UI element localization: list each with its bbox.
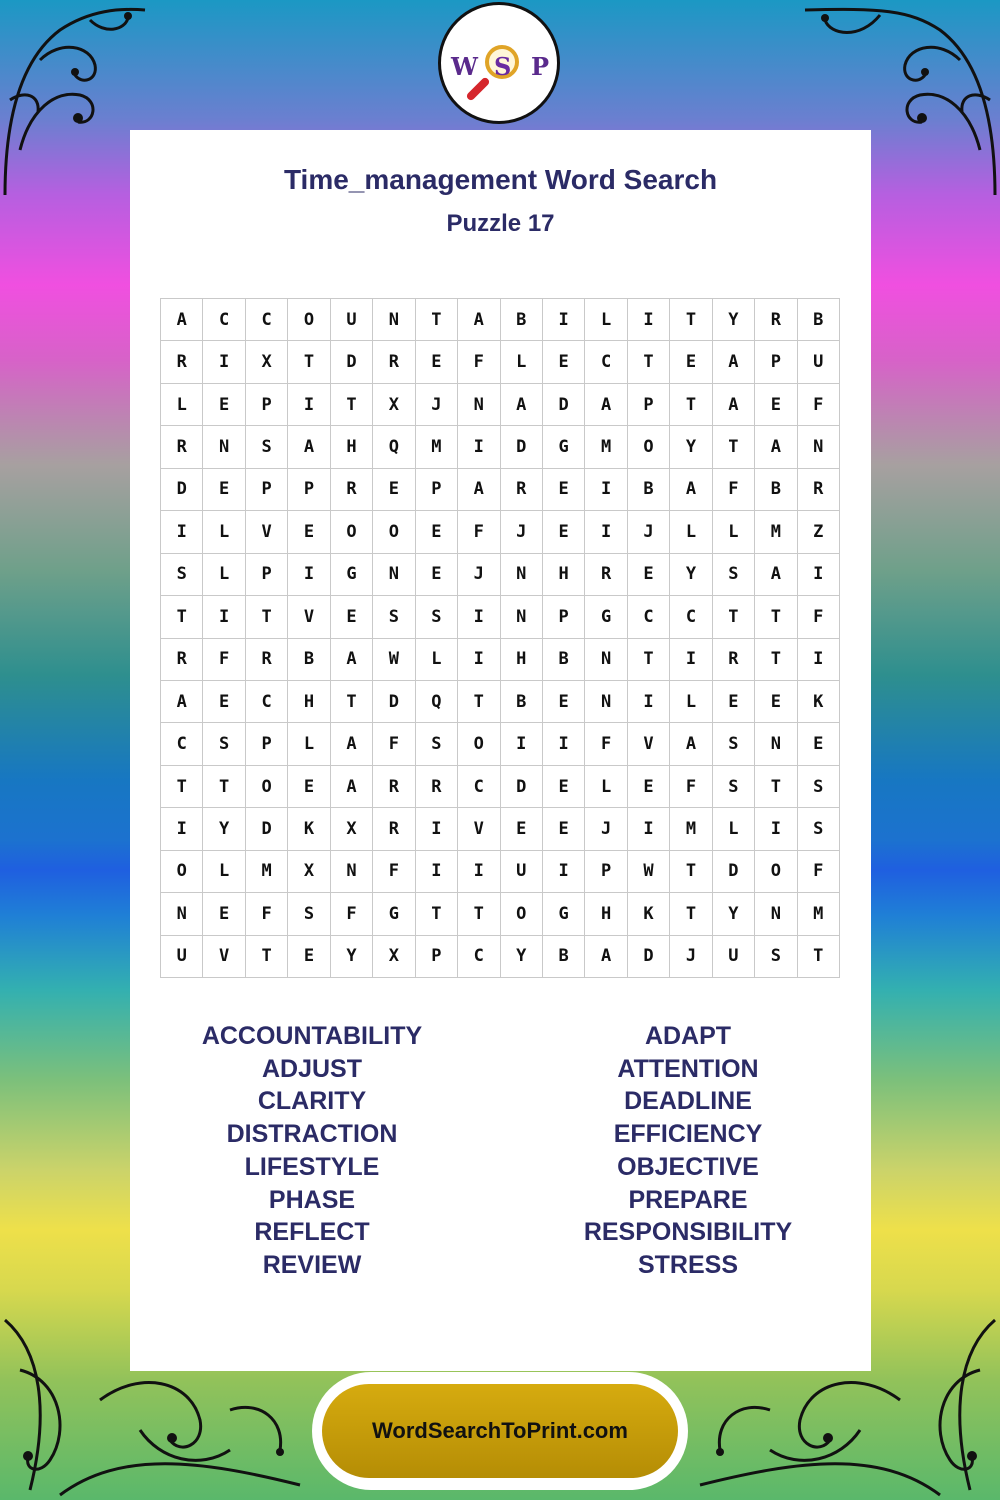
grid-cell[interactable]: V [288, 596, 330, 638]
grid-cell[interactable]: R [713, 639, 755, 681]
grid-cell[interactable]: U [331, 299, 373, 341]
grid-cell[interactable]: F [246, 893, 288, 935]
grid-cell[interactable]: I [458, 851, 500, 893]
grid-cell[interactable]: B [543, 639, 585, 681]
grid-cell[interactable]: U [798, 341, 840, 383]
grid-cell[interactable]: L [288, 723, 330, 765]
grid-cell[interactable]: P [543, 596, 585, 638]
grid-cell[interactable]: V [458, 808, 500, 850]
grid-cell[interactable]: I [458, 426, 500, 468]
grid-cell[interactable]: S [713, 723, 755, 765]
grid-cell[interactable]: I [543, 299, 585, 341]
grid-cell[interactable]: I [585, 469, 627, 511]
grid-cell[interactable]: I [755, 808, 797, 850]
grid-cell[interactable]: M [798, 893, 840, 935]
grid-cell[interactable]: I [288, 384, 330, 426]
word-list-item: PREPARE [628, 1185, 748, 1214]
grid-cell[interactable]: Q [373, 426, 415, 468]
word-list-item: CLARITY [257, 1087, 367, 1116]
grid-cell[interactable]: B [755, 469, 797, 511]
grid-cell[interactable]: T [755, 596, 797, 638]
grid-cell[interactable]: A [713, 341, 755, 383]
grid-cell[interactable]: I [458, 596, 500, 638]
grid-cell[interactable]: G [585, 596, 627, 638]
grid-cell[interactable]: A [331, 723, 373, 765]
grid-cell[interactable]: M [670, 808, 712, 850]
grid-cell[interactable]: F [798, 384, 840, 426]
grid-cell[interactable]: K [798, 681, 840, 723]
grid-cell[interactable]: I [585, 511, 627, 553]
grid-cell[interactable]: N [501, 596, 543, 638]
grid-cell[interactable]: R [373, 766, 415, 808]
grid-cell[interactable]: I [628, 681, 670, 723]
grid-cell[interactable]: K [628, 893, 670, 935]
grid-cell[interactable]: Q [416, 681, 458, 723]
grid-cell[interactable]: J [628, 511, 670, 553]
grid-cell[interactable]: T [246, 936, 288, 978]
grid-cell[interactable]: T [628, 639, 670, 681]
word-list-item: ADAPT [644, 1022, 732, 1050]
grid-cell[interactable]: E [288, 936, 330, 978]
grid-cell[interactable]: E [203, 384, 245, 426]
footer-ring [312, 1372, 688, 1490]
grid-cell[interactable]: L [585, 299, 627, 341]
puzzle-subtitle: Puzzle 17 [446, 210, 555, 237]
grid-cell[interactable]: T [288, 341, 330, 383]
grid-cell[interactable]: S [161, 554, 203, 596]
grid-cell[interactable]: A [458, 469, 500, 511]
grid-cell[interactable]: S [203, 723, 245, 765]
grid-cell[interactable]: T [755, 639, 797, 681]
grid-cell[interactable]: R [585, 554, 627, 596]
word-list-item: ADJUST [261, 1054, 362, 1083]
grid-cell[interactable]: P [416, 469, 458, 511]
grid-cell[interactable]: H [288, 681, 330, 723]
grid-cell[interactable]: J [670, 936, 712, 978]
grid-cell[interactable]: T [458, 681, 500, 723]
grid-cell[interactable]: P [246, 723, 288, 765]
word-list-item: STRESS [637, 1250, 739, 1279]
grid-cell[interactable]: W [628, 851, 670, 893]
grid-cell[interactable]: L [501, 341, 543, 383]
grid-cell[interactable]: L [416, 639, 458, 681]
grid-cell[interactable]: I [543, 723, 585, 765]
grid-cell[interactable]: H [331, 426, 373, 468]
grid-cell[interactable]: E [373, 469, 415, 511]
grid-cell[interactable]: E [798, 723, 840, 765]
grid-cell[interactable]: B [628, 469, 670, 511]
grid-cell[interactable]: G [543, 426, 585, 468]
grid-cell[interactable]: G [373, 893, 415, 935]
grid-cell[interactable]: Y [713, 893, 755, 935]
grid-cell[interactable]: Y [713, 299, 755, 341]
grid-cell[interactable]: B [501, 299, 543, 341]
grid-cell[interactable]: T [670, 299, 712, 341]
grid-cell[interactable]: F [713, 469, 755, 511]
grid-cell[interactable]: L [670, 681, 712, 723]
grid-cell[interactable]: I [416, 808, 458, 850]
grid-cell[interactable]: R [246, 639, 288, 681]
grid-cell[interactable]: E [713, 681, 755, 723]
grid-cell[interactable]: N [585, 639, 627, 681]
logo-letter-w: W [451, 52, 478, 81]
grid-cell[interactable]: A [755, 426, 797, 468]
grid-cell[interactable]: N [458, 384, 500, 426]
grid-cell[interactable]: S [416, 723, 458, 765]
word-list-item: DEADLINE [624, 1087, 752, 1116]
grid-cell[interactable]: A [585, 936, 627, 978]
site-logo[interactable] [438, 2, 560, 124]
grid-cell[interactable]: E [203, 681, 245, 723]
grid-cell[interactable]: E [628, 554, 670, 596]
grid-cell[interactable]: D [373, 681, 415, 723]
grid-cell[interactable]: T [458, 893, 500, 935]
grid-cell[interactable]: X [288, 851, 330, 893]
word-list-item: REVIEW [262, 1250, 362, 1279]
grid-cell[interactable]: I [161, 808, 203, 850]
grid-cell[interactable]: R [755, 299, 797, 341]
grid-cell[interactable]: U [161, 936, 203, 978]
word-list-item: PHASE [268, 1185, 356, 1214]
grid-cell[interactable]: I [458, 639, 500, 681]
grid-cell[interactable]: T [331, 681, 373, 723]
grid-cell[interactable]: R [161, 426, 203, 468]
grid-cell[interactable]: L [203, 511, 245, 553]
letter-grid [160, 298, 840, 978]
grid-cell[interactable]: N [373, 299, 415, 341]
grid-cell[interactable]: T [416, 299, 458, 341]
grid-cell[interactable]: F [458, 511, 500, 553]
grid-cell[interactable]: F [585, 723, 627, 765]
grid-cell[interactable]: X [373, 384, 415, 426]
grid-cell[interactable]: I [628, 299, 670, 341]
grid-cell[interactable]: N [755, 723, 797, 765]
word-list-left [132, 1020, 492, 1282]
grid-cell[interactable]: A [501, 384, 543, 426]
grid-cell[interactable]: C [203, 299, 245, 341]
grid-cell[interactable]: F [373, 851, 415, 893]
grid-cell[interactable]: T [670, 384, 712, 426]
grid-cell[interactable]: B [501, 681, 543, 723]
grid-cell[interactable]: C [161, 723, 203, 765]
grid-cell[interactable]: Y [670, 554, 712, 596]
grid-cell[interactable]: N [161, 893, 203, 935]
grid-cell[interactable]: A [331, 639, 373, 681]
grid-cell[interactable]: I [203, 596, 245, 638]
grid-cell[interactable]: I [161, 511, 203, 553]
grid-cell[interactable]: J [416, 384, 458, 426]
word-list-item: EFFICIENCY [613, 1120, 763, 1149]
grid-cell[interactable]: A [585, 384, 627, 426]
grid-cell[interactable]: U [501, 851, 543, 893]
grid-cell[interactable]: H [585, 893, 627, 935]
grid-cell[interactable]: A [288, 426, 330, 468]
grid-cell[interactable]: C [458, 936, 500, 978]
grid-cell[interactable]: B [543, 936, 585, 978]
grid-cell[interactable]: E [416, 511, 458, 553]
grid-cell[interactable]: E [288, 511, 330, 553]
grid-cell[interactable]: V [203, 936, 245, 978]
grid-cell[interactable]: O [458, 723, 500, 765]
grid-cell[interactable]: E [543, 808, 585, 850]
grid-cell[interactable]: G [543, 893, 585, 935]
grid-cell[interactable]: R [161, 341, 203, 383]
grid-cell[interactable]: B [288, 639, 330, 681]
word-list-item: DISTRACTION [226, 1120, 398, 1149]
grid-cell[interactable]: S [246, 426, 288, 468]
grid-cell[interactable]: O [288, 299, 330, 341]
grid-cell[interactable]: Y [670, 426, 712, 468]
grid-cell[interactable]: E [543, 511, 585, 553]
grid-cell[interactable]: O [628, 426, 670, 468]
grid-cell[interactable]: C [458, 766, 500, 808]
grid-cell[interactable]: T [670, 893, 712, 935]
grid-cell[interactable]: S [373, 596, 415, 638]
grid-cell[interactable]: T [203, 766, 245, 808]
grid-cell[interactable]: V [628, 723, 670, 765]
grid-cell[interactable]: I [543, 851, 585, 893]
puzzle-title: Time_management Word Search [283, 164, 718, 195]
grid-cell[interactable]: A [331, 766, 373, 808]
grid-cell[interactable]: R [501, 469, 543, 511]
grid-cell[interactable]: C [246, 681, 288, 723]
grid-cell[interactable]: I [798, 639, 840, 681]
grid-cell[interactable]: I [670, 639, 712, 681]
grid-cell[interactable]: O [331, 511, 373, 553]
grid-cell[interactable]: M [755, 511, 797, 553]
grid-cell[interactable]: P [288, 469, 330, 511]
grid-cell[interactable]: J [501, 511, 543, 553]
grid-cell[interactable]: T [798, 936, 840, 978]
grid-cell[interactable]: T [416, 893, 458, 935]
grid-cell[interactable]: E [755, 384, 797, 426]
grid-cell[interactable]: W [373, 639, 415, 681]
grid-cell[interactable]: E [416, 341, 458, 383]
grid-cell[interactable]: I [416, 851, 458, 893]
puzzle-panel [130, 130, 871, 1371]
grid-cell[interactable]: Y [501, 936, 543, 978]
grid-cell[interactable]: A [670, 723, 712, 765]
grid-cell[interactable]: A [161, 681, 203, 723]
word-list-item: ATTENTION [617, 1054, 759, 1083]
grid-cell[interactable]: L [585, 766, 627, 808]
grid-cell[interactable]: N [501, 554, 543, 596]
grid-cell[interactable]: B [798, 299, 840, 341]
grid-cell[interactable]: C [628, 596, 670, 638]
grid-cell[interactable]: D [628, 936, 670, 978]
grid-cell[interactable]: S [416, 596, 458, 638]
grid-cell[interactable]: Y [331, 936, 373, 978]
grid-cell[interactable]: R [416, 766, 458, 808]
grid-cell[interactable]: E [288, 766, 330, 808]
grid-cell[interactable]: F [798, 596, 840, 638]
grid-cell[interactable]: R [331, 469, 373, 511]
word-list-item: ACCOUNTABILITY [201, 1022, 423, 1050]
grid-cell[interactable]: X [373, 936, 415, 978]
grid-cell[interactable]: D [501, 766, 543, 808]
grid-cell[interactable]: X [331, 808, 373, 850]
site-link-button[interactable]: WordSearchToPrint.com [322, 1384, 678, 1478]
grid-cell[interactable]: N [373, 554, 415, 596]
grid-cell[interactable]: F [373, 723, 415, 765]
grid-cell[interactable]: C [670, 596, 712, 638]
grid-cell[interactable]: O [161, 851, 203, 893]
grid-cell[interactable]: R [798, 469, 840, 511]
logo-letter-s: S [494, 52, 512, 81]
grid-cell[interactable]: T [246, 596, 288, 638]
grid-cell[interactable]: J [585, 808, 627, 850]
grid-cell[interactable]: P [246, 469, 288, 511]
grid-cell[interactable]: A [458, 299, 500, 341]
grid-cell[interactable]: R [161, 639, 203, 681]
grid-cell[interactable]: K [288, 808, 330, 850]
grid-cell[interactable]: A [713, 384, 755, 426]
grid-cell[interactable]: N [798, 426, 840, 468]
grid-cell[interactable]: I [628, 808, 670, 850]
grid-cell[interactable]: I [798, 554, 840, 596]
grid-cell[interactable]: P [628, 384, 670, 426]
grid-cell[interactable]: U [713, 936, 755, 978]
grid-cell[interactable]: M [585, 426, 627, 468]
grid-cell[interactable]: L [203, 851, 245, 893]
grid-cell[interactable]: A [670, 469, 712, 511]
grid-cell[interactable]: F [203, 639, 245, 681]
grid-cell[interactable]: E [543, 469, 585, 511]
corner-flourish-top-left [0, 0, 150, 200]
grid-cell[interactable]: C [585, 341, 627, 383]
grid-cell[interactable]: D [246, 808, 288, 850]
grid-cell[interactable]: S [288, 893, 330, 935]
grid-cell[interactable]: D [161, 469, 203, 511]
grid-cell[interactable]: S [713, 554, 755, 596]
grid-cell[interactable]: E [670, 341, 712, 383]
grid-cell[interactable]: F [458, 341, 500, 383]
grid-cell[interactable]: L [713, 511, 755, 553]
grid-cell[interactable]: H [501, 639, 543, 681]
grid-cell[interactable]: E [331, 596, 373, 638]
grid-cell[interactable]: P [585, 851, 627, 893]
word-list-item: REFLECT [254, 1218, 370, 1247]
grid-cell[interactable]: M [416, 426, 458, 468]
grid-cell[interactable]: P [246, 554, 288, 596]
grid-cell[interactable]: I [288, 554, 330, 596]
grid-cell[interactable]: L [203, 554, 245, 596]
grid-cell[interactable]: S [755, 936, 797, 978]
grid-cell[interactable]: A [755, 554, 797, 596]
grid-cell[interactable]: A [161, 299, 203, 341]
grid-cell[interactable]: P [246, 384, 288, 426]
grid-cell[interactable]: T [713, 426, 755, 468]
grid-cell[interactable]: T [670, 851, 712, 893]
grid-cell[interactable]: Z [798, 511, 840, 553]
word-list-item: LIFESTYLE [244, 1152, 380, 1181]
grid-cell[interactable]: T [161, 596, 203, 638]
grid-cell[interactable]: H [543, 554, 585, 596]
grid-cell[interactable]: R [373, 808, 415, 850]
grid-cell[interactable]: S [798, 766, 840, 808]
grid-cell[interactable]: L [161, 384, 203, 426]
grid-cell[interactable]: C [246, 299, 288, 341]
grid-cell[interactable]: D [713, 851, 755, 893]
grid-cell[interactable]: D [501, 426, 543, 468]
grid-cell[interactable]: I [203, 341, 245, 383]
grid-cell[interactable]: T [628, 341, 670, 383]
grid-cell[interactable]: O [501, 893, 543, 935]
word-list-item: RESPONSIBILITY [583, 1218, 793, 1247]
grid-cell[interactable]: X [246, 341, 288, 383]
grid-cell[interactable]: N [203, 426, 245, 468]
grid-cell[interactable]: R [373, 341, 415, 383]
grid-cell[interactable]: P [416, 936, 458, 978]
grid-cell[interactable]: F [798, 851, 840, 893]
grid-cell[interactable]: E [755, 681, 797, 723]
grid-cell[interactable]: T [755, 766, 797, 808]
grid-cell[interactable]: N [585, 681, 627, 723]
grid-cell[interactable]: O [373, 511, 415, 553]
word-list-item: OBJECTIVE [617, 1152, 759, 1181]
grid-cell[interactable]: O [246, 766, 288, 808]
grid-cell[interactable]: O [755, 851, 797, 893]
grid-cell[interactable]: J [458, 554, 500, 596]
grid-cell[interactable]: N [755, 893, 797, 935]
grid-cell[interactable]: E [203, 469, 245, 511]
grid-cell[interactable]: T [713, 596, 755, 638]
grid-cell[interactable]: E [416, 554, 458, 596]
grid-cell[interactable]: P [755, 341, 797, 383]
grid-cell[interactable]: L [713, 808, 755, 850]
grid-cell[interactable]: E [501, 808, 543, 850]
grid-cell[interactable]: E [543, 681, 585, 723]
grid-cell[interactable]: S [713, 766, 755, 808]
logo-letter-p: P [531, 52, 550, 81]
grid-cell[interactable]: D [543, 384, 585, 426]
grid-cell[interactable]: G [331, 554, 373, 596]
grid-cell[interactable]: N [331, 851, 373, 893]
grid-cell[interactable]: I [501, 723, 543, 765]
grid-cell[interactable]: V [246, 511, 288, 553]
grid-cell[interactable]: M [246, 851, 288, 893]
grid-cell[interactable]: L [670, 511, 712, 553]
grid-cell[interactable]: E [628, 766, 670, 808]
grid-cell[interactable]: E [543, 766, 585, 808]
grid-cell[interactable]: D [331, 341, 373, 383]
grid-cell[interactable]: T [161, 766, 203, 808]
grid-cell[interactable]: E [203, 893, 245, 935]
grid-cell[interactable]: T [331, 384, 373, 426]
word-list-right [508, 1020, 868, 1282]
grid-cell[interactable]: E [543, 341, 585, 383]
grid-cell[interactable]: S [798, 808, 840, 850]
grid-cell[interactable]: F [670, 766, 712, 808]
grid-cell[interactable]: F [331, 893, 373, 935]
grid-cell[interactable]: Y [203, 808, 245, 850]
